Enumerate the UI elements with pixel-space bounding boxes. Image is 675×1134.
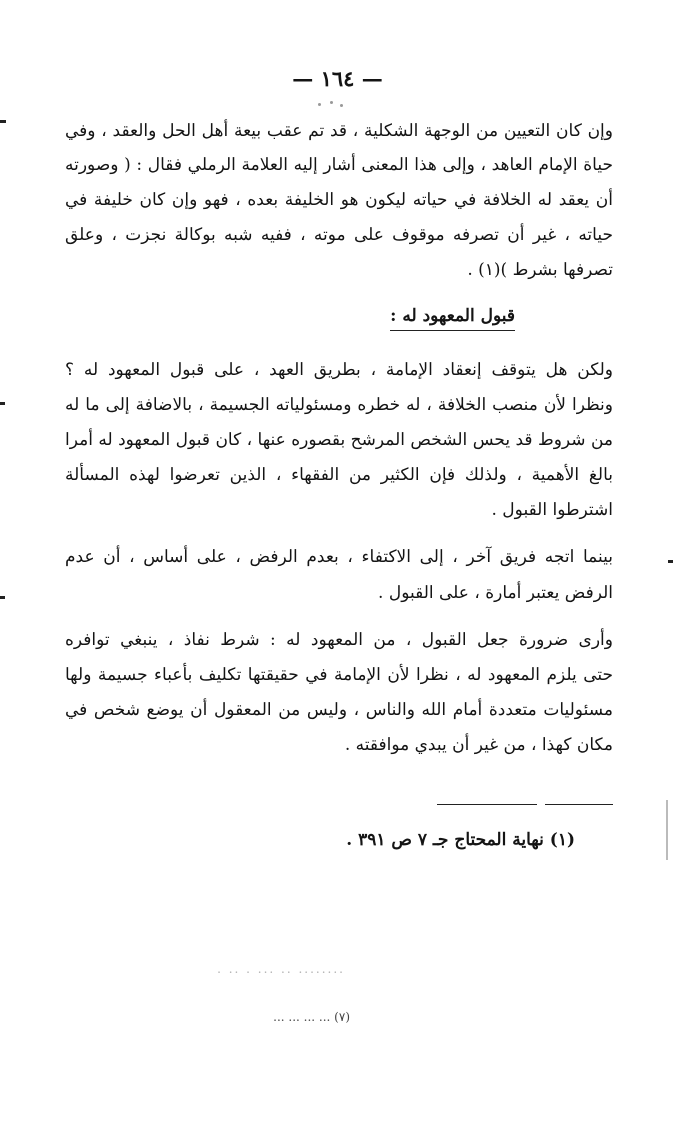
paragraph-2-line-1: ولكن هل يتوقف إنعقاد الإمامة ، بطريق العهد ، على قبول المعهود له ؟ [65, 360, 613, 380]
scan-margin-mark [0, 596, 5, 599]
paragraph-1-line-2: حياة الإمام العاهد ، وإلى هذا المعنى أشار إليه العلامة الرملي فقال : ( وصورته [65, 155, 613, 175]
paragraph-2-line-2: ونظرا لأن منصب الخلافة ، له خطره ومسئولياته الجسيمة ، بالاضافة إلى ما له [65, 395, 613, 415]
paragraph-1-line-3: أن يعقد له الخلافة في حياته ليكون هو الخليفة بعده ، فهو وإن كان خليفة في [65, 190, 613, 210]
paragraph-2-line-3: من شروط قد يحس الشخص المرشح بقصوره عنها ، كان قبول المعهود له أمرا [65, 430, 613, 450]
footnote-separator-left [437, 804, 537, 805]
paragraph-2-line-4: بالغ الأهمية ، ولذلك فإن الكثير من الفقهاء ، الذين تعرضوا لهذه المسألة [65, 465, 613, 485]
paragraph-4-line-4: مكان كهذا ، من غير أن يبدي موافقته . [344, 735, 613, 755]
paragraph-3-line-2: الرفض يعتبر أمارة ، على القبول . [378, 583, 613, 603]
paragraph-4-line-3: مسئوليات متعددة أمام الله والناس ، وليس من المعقول أن يوضع شخص في [65, 700, 613, 720]
paragraph-3-line-1: بينما اتجه فريق آخر ، إلى الاكتفاء ، بعدم الرفض ، على أساس ، أن عدم [65, 547, 613, 567]
handwritten-note: (٧) ... ... ... ... [273, 1010, 350, 1024]
scan-margin-mark [0, 402, 5, 405]
scan-margin-mark [0, 120, 6, 123]
paragraph-2-line-5: اشترطوا القبول . [491, 500, 613, 520]
scan-margin-mark [668, 560, 673, 563]
scan-speck [330, 101, 333, 104]
scan-edge-line [666, 800, 668, 860]
footnote: (١) نهاية المحتاج جـ ٧ ص ٣٩١ . [346, 830, 575, 850]
paragraph-4-line-2: حتى يلزم المعهود له ، نظرا لأن الإمامة في حقيقتها تكليف بأعباء جسيمة ولها [65, 665, 613, 685]
footnote-separator-right [545, 804, 613, 805]
section-heading: قبول المعهود له : [390, 306, 515, 331]
faint-marginal-text: ........ .. ... . .. . [217, 962, 345, 976]
page-number: — ١٦٤ — [292, 66, 383, 91]
paragraph-1-line-1: وإن كان التعيين من الوجهة الشكلية ، قد تم عقب بيعة أهل الحل والعقد ، وفي [65, 121, 613, 141]
paragraph-1-line-4: حياته ، غير أن تصرفه موقوف على موته ، ففيه شبه بوكالة نجزت ، وعلق [65, 225, 613, 245]
scan-speck [318, 103, 321, 106]
paragraph-1-line-5: تصرفها بشرط )(١) . [467, 260, 613, 280]
scan-speck [340, 104, 343, 107]
paragraph-4-line-1: وأرى ضرورة جعل القبول ، من المعهود له : شرط نفاذ ، ينبغي توافره [65, 630, 613, 650]
